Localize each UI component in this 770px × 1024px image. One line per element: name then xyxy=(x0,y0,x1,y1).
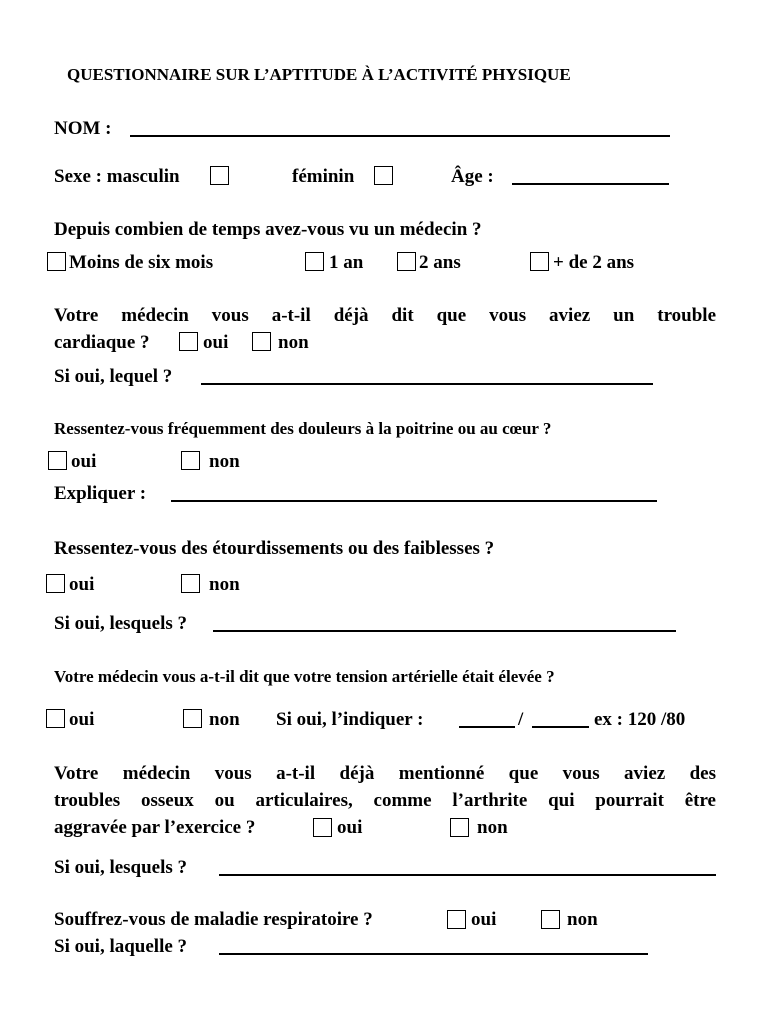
deux-ans-label: 2 ans xyxy=(419,252,461,273)
nom-field[interactable] xyxy=(130,135,670,137)
etourdissements-non-checkbox[interactable] xyxy=(181,574,200,593)
tension-non-label: non xyxy=(209,709,240,730)
question-respiratoire: Souffrez-vous de maladie respiratoire ? xyxy=(54,909,373,930)
deux-ans-checkbox[interactable] xyxy=(397,252,416,271)
plus-deux-ans-checkbox[interactable] xyxy=(530,252,549,271)
sexe-masculin-label: Sexe : masculin xyxy=(54,166,180,187)
etourdissements-non-label: non xyxy=(209,574,240,595)
moins-six-mois-checkbox[interactable] xyxy=(47,252,66,271)
indiquer-label: Si oui, l’indiquer : xyxy=(276,709,424,730)
lesquels-label-2: Si oui, lesquels ? xyxy=(54,857,188,878)
tension-non-checkbox[interactable] xyxy=(183,709,202,728)
tension-oui-label: oui xyxy=(69,709,95,730)
osseux-non-label: non xyxy=(477,817,508,838)
age-field[interactable] xyxy=(512,183,669,185)
cardiaque-non-label: non xyxy=(278,332,309,353)
lequel-label: Si oui, lequel ? xyxy=(54,366,173,387)
cardiaque-oui-checkbox[interactable] xyxy=(179,332,198,351)
question-medecin: Depuis combien de temps avez-vous vu un médecin ? xyxy=(54,219,482,240)
osseux-oui-checkbox[interactable] xyxy=(313,818,332,837)
feminin-checkbox[interactable] xyxy=(374,166,393,185)
etourdissements-oui-checkbox[interactable] xyxy=(46,574,65,593)
osseux-oui-label: oui xyxy=(337,817,363,838)
expliquer-field[interactable] xyxy=(171,500,657,502)
respiratoire-oui-label: oui xyxy=(471,909,497,930)
moins-six-mois-label: Moins de six mois xyxy=(69,252,214,273)
tension-example: ex : 120 /80 xyxy=(594,709,686,730)
question-osseux-line2: troubles osseux ou articulaires, comme l’arthrite qui pourrait être xyxy=(54,790,716,811)
cardiaque-oui-label: oui xyxy=(203,332,229,353)
age-label: Âge : xyxy=(451,166,494,187)
feminin-label: féminin xyxy=(292,166,355,187)
osseux-non-checkbox[interactable] xyxy=(450,818,469,837)
question-cardiaque-line2: cardiaque ? xyxy=(54,332,150,353)
tension-oui-checkbox[interactable] xyxy=(46,709,65,728)
un-an-checkbox[interactable] xyxy=(305,252,324,271)
lequel-field[interactable] xyxy=(201,383,653,385)
plus-deux-ans-label: + de 2 ans xyxy=(553,252,635,273)
cardiaque-non-checkbox[interactable] xyxy=(252,332,271,351)
respiratoire-oui-checkbox[interactable] xyxy=(447,910,466,929)
laquelle-field[interactable] xyxy=(219,953,648,955)
expliquer-label: Expliquer : xyxy=(54,483,147,504)
question-cardiaque-line1: Votre médecin vous a-t-il déjà dit que vous aviez un trouble xyxy=(54,305,716,326)
question-osseux-line3: aggravée par l’exercice ? xyxy=(54,817,256,838)
respiratoire-non-checkbox[interactable] xyxy=(541,910,560,929)
lesquels-label-1: Si oui, lesquels ? xyxy=(54,613,188,634)
douleurs-non-label: non xyxy=(209,451,240,472)
douleurs-oui-checkbox[interactable] xyxy=(48,451,67,470)
question-tension: Votre médecin vous a-t-il dit que votre tension artérielle était élevée ? xyxy=(54,667,555,686)
lesquels-field-1[interactable] xyxy=(213,630,676,632)
question-osseux-line1: Votre médecin vous a-t-il déjà mentionné que vous aviez des xyxy=(54,763,716,784)
masculin-checkbox[interactable] xyxy=(210,166,229,185)
tension-diastolique-field[interactable] xyxy=(532,726,589,728)
laquelle-label: Si oui, laquelle ? xyxy=(54,936,188,957)
tension-systolique-field[interactable] xyxy=(459,726,515,728)
lesquels-field-2[interactable] xyxy=(219,874,716,876)
douleurs-oui-label: oui xyxy=(71,451,97,472)
un-an-label: 1 an xyxy=(329,252,364,273)
question-douleurs: Ressentez-vous fréquemment des douleurs à la poitrine ou au cœur ? xyxy=(54,419,552,438)
question-etourdissements: Ressentez-vous des étourdissements ou des faiblesses ? xyxy=(54,538,495,559)
nom-label: NOM : xyxy=(54,118,112,139)
form-title: QUESTIONNAIRE SUR L’APTITUDE À L’ACTIVITÉ PHYSIQUE xyxy=(67,65,571,84)
douleurs-non-checkbox[interactable] xyxy=(181,451,200,470)
etourdissements-oui-label: oui xyxy=(69,574,95,595)
respiratoire-non-label: non xyxy=(567,909,598,930)
tension-slash: / xyxy=(518,709,524,730)
